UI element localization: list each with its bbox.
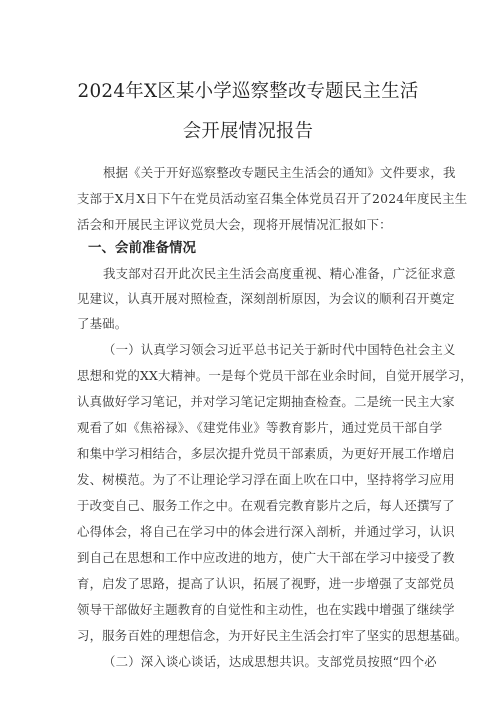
subsection-line: 领导干部做好主题教育的自觉性和主动性，也在实践中增强了继续学 (77, 602, 455, 617)
subsection-line: （一）认真学习领会习近平总书记关于新时代中国特色社会主义 (103, 342, 456, 357)
subsection-line: 习，服务百姓的理想信念，为开好民主生活会打牢了坚实的思想基础。 (77, 628, 468, 643)
section-paragraph-line: 见建议，认真开展对照检查，深刻剖析原因，为会议的顺利召开奠定 (77, 291, 455, 306)
intro-line: 活会和开展民主评议党员大会，现将开展情况汇报如下： (77, 217, 392, 232)
subsection-line: 育，启发了思路，提高了认识，拓展了视野，进一步增强了支部党员 (77, 576, 455, 591)
section-paragraph-line: 了基础。 (77, 316, 128, 331)
subsection-line: 认真做好学习笔记，并对学习笔记定期抽查检查。二是统一民主大家 (77, 394, 455, 409)
subsection-line: （二）深入谈心谈话，达成思想共识。支部党员按照“四个必 (103, 654, 437, 669)
intro-line: 根据《关于开好巡察整改专题民主生活会的通知》文件要求，我 (103, 165, 456, 180)
subsection-line: 心得体会，将自己在学习中的体会进行深入剖析，并通过学习，认识 (77, 524, 455, 539)
subsection-line: 于改变自己、服务工作之中。在观看完教育影片之后，每人还撰写了 (77, 498, 455, 513)
intro-line: 支部于X月X日下午在党员活动室召集全体党员召开了2024年度民主生 (77, 191, 468, 206)
subsection-line: 思想和党的XX大精神。一是每个党员干部在业余时间，自觉开展学习， (77, 368, 473, 383)
subsection-line: 和集中学习相结合，多层次提升党员干部素质，为更好开展工作增启 (77, 446, 455, 461)
document-title-line-2: 会开展情况报告 (182, 121, 314, 142)
section-paragraph-line: 我支部对召开此次民主生活会高度重视、精心准备，广泛征求意 (103, 266, 456, 281)
document-title-line-1: 2024年X区某小学巡察整改专题民主生活 (77, 81, 419, 102)
subsection-line: 发、树模范。为了不让理论学习浮在面上吹在口中，坚持将学习应用 (77, 472, 455, 487)
subsection-line: 到自己在思想和工作中应改进的地方，使广大干部在学习中接受了教 (77, 550, 455, 565)
section-heading: 一、会前准备情况 (88, 240, 196, 256)
subsection-line: 观看了如《焦裕禄》、《建党伟业》等教育影片，通过党员干部自学 (77, 420, 443, 435)
